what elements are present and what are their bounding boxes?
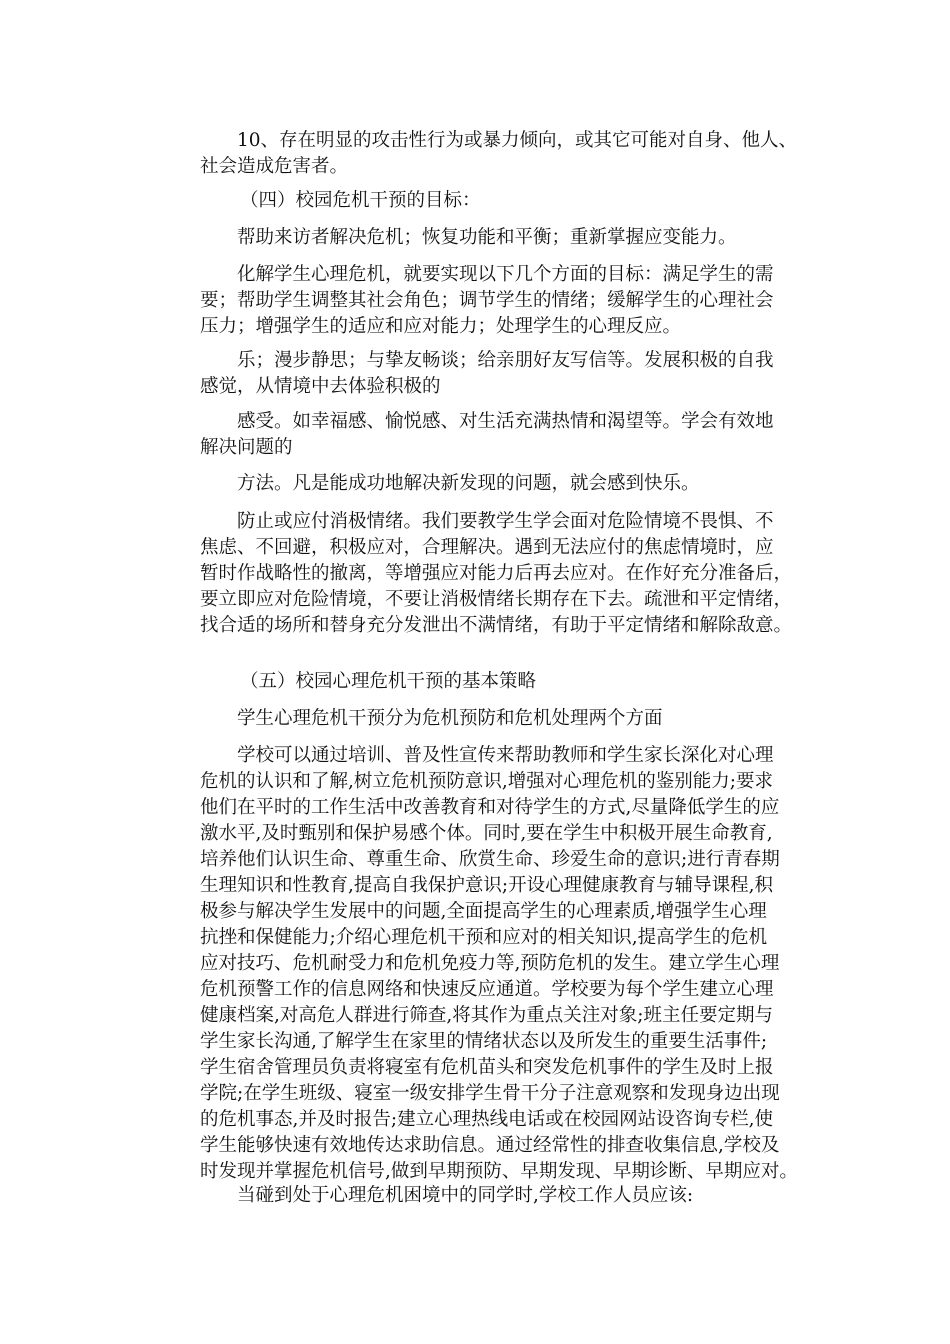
text-line: 当碰到处于心理危机困境中的同学时,学校工作人员应该: [237,1185,694,1206]
text-line: 极参与解决学生发展中的问题,全面提高学生的心理素质,增强学生心理 [200,901,767,922]
text-line: 的危机事态,并及时报告;建立心理热线电话或在校园网站设咨询专栏,使 [200,1109,773,1130]
text-line: 感觉，从情境中去体验积极的 [200,376,441,397]
text-line: 解决问题的 [200,437,293,458]
text-line: 暂时作战略性的撤离，等增强应对能力后再去应对。在作好充分准备后， [200,563,793,584]
text-line: 感受。如幸福感、愉悦感、对生活充满热情和渴望等。学会有效地 [237,411,774,432]
section-heading-4 [200,188,800,214]
text-line: 激水平,及时甄别和保护易感个体。同时,要在学生中积极开展生命教育, [200,823,773,844]
paragraph-negative-emotions [200,509,800,639]
text-line: 要；帮助学生调整其社会角色；调节学生的情绪；缓解学生的心理社会 [200,290,774,311]
text-line: 学生心理危机干预分为危机预防和危机处理两个方面 [237,708,663,729]
text-line: 压力；增强学生的适应和应对能力；处理学生的心理反应。 [200,316,682,337]
text-line: 要立即应对危险情境，不要让消极情绪长期存在下去。疏泄和平定情绪， [200,589,793,610]
text-line: 抗挫和保健能力;介绍心理危机干预和应对的相关知识,提高学生的危机 [200,927,768,948]
text-line: 方法。凡是能成功地解决新发现的问题，就会感到快乐。 [237,473,700,494]
text-line: 学生家长沟通,了解学生在家里的情绪状态以及所发生的重要生活事件; [200,1031,768,1052]
section-heading-5 [200,669,800,695]
text-line: 社会造成危害者。 [200,156,349,177]
text-line: 危机的认识和了解,树立危机预防意识,增强对心理危机的鉴别能力;要求 [200,771,773,792]
text-line: 健康档案,对高危人群进行筛查,将其作为重点关注对象;班主任要定期与 [200,1005,773,1026]
text-line: 生理知识和性教育,提高自我保护意识;开设心理健康教育与辅导课程,积 [200,875,773,896]
text-line: 乐；漫步静思；与挚友畅谈；给亲朋好友写信等。发展积极的自我 [237,350,774,371]
paragraph-goal-summary [200,225,800,251]
heading-text: （四）校园危机干预的目标： [240,190,481,211]
text-line: 化解学生心理危机，就要实现以下几个方面的目标：满足学生的需 [237,264,774,285]
paragraph-goals [200,262,800,340]
text-line: 学校可以通过培训、普及性宣传来帮助教师和学生家长深化对心理 [237,745,774,766]
text-line: 学院;在学生班级、寝室一级安排学生骨干分子注意观察和发现身边出现 [200,1083,780,1104]
paragraph-intervention-aspects [200,706,800,732]
text-line: 找合适的场所和替身充分发泄出不满情绪，有助于平定情绪和解除敌意。 [200,615,793,636]
heading-text: （五）校园心理危机干预的基本策略 [240,671,537,692]
text-line: 帮助来访者解决危机；恢复功能和平衡；重新掌握应变能力。 [237,227,737,248]
text-line: 应对技巧、危机耐受力和危机免疫力等,预防危机的发生。建立学生心理 [200,953,780,974]
text-line: 时发现并掌握危机信号,做到早期预防、早期发现、早期诊断、早期应对。 [200,1161,798,1182]
text-line: 学生能够快速有效地传达求助信息。通过经常性的排查收集信息,学校及 [200,1135,780,1156]
text-line: 学生宿舍管理员负责将寝室有危机苗头和突发危机事件的学生及时上报 [200,1057,774,1078]
text-line: 焦虑、不回避，积极应对，合理解决。遇到无法应付的焦虑情境时，应 [200,537,774,558]
paragraph-item-10 [200,128,800,180]
paragraph-prevention [200,743,800,1185]
text-line: 10、存在明显的攻击性行为或暴力倾向，或其它可能对自身、他人、 [237,130,798,151]
text-line: 培养他们认识生命、尊重生命、欣赏生命、珍爱生命的意识;进行青春期 [200,849,780,870]
paragraph-method [200,471,800,497]
paragraph-positive-self [200,348,800,400]
text-line: 防止或应付消极情绪。我们要教学生学会面对危险情境不畏惧、不 [237,511,774,532]
paragraph-staff-response [200,1183,800,1209]
paragraph-feelings [200,409,800,461]
text-line: 危机预警工作的信息网络和快速反应通道。学校要为每个学生建立心理 [200,979,774,1000]
text-line: 他们在平时的工作生活中改善教育和对待学生的方式,尽量降低学生的应 [200,797,780,818]
